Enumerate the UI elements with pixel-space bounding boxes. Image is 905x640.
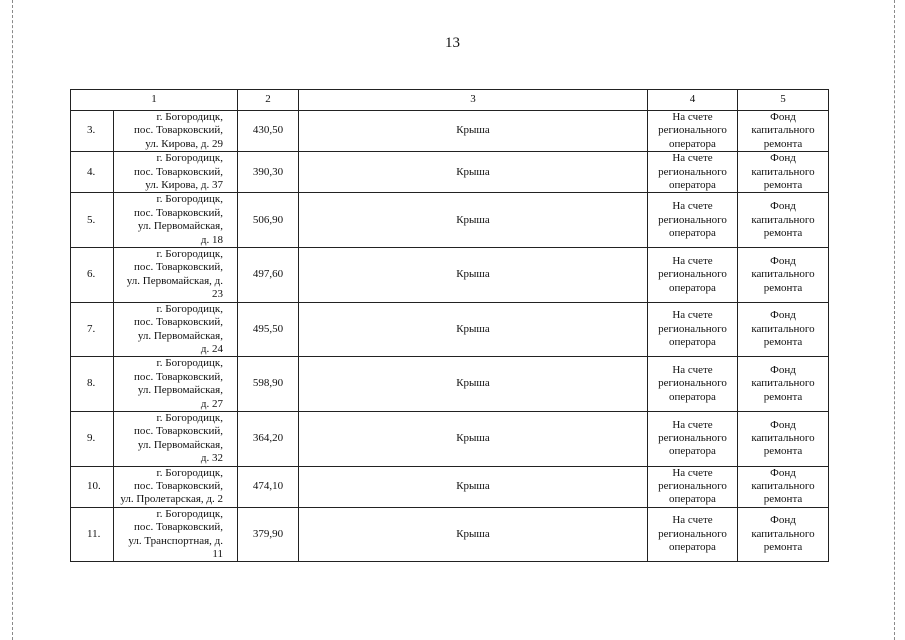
row-account: На счете регионального оператора: [648, 248, 738, 303]
row-area: 430,50: [238, 111, 299, 152]
row-work-type: Крыша: [299, 193, 648, 248]
row-index: 7.: [71, 302, 114, 357]
table-row: [71, 411, 829, 466]
row-fund: Фонд капитального ремонта: [738, 357, 829, 412]
row-address: г. Богородицк, пос. Товарковский, ул. Транспортная, д. 11: [114, 507, 238, 562]
table-header-row: [71, 90, 829, 111]
row-address: г. Богородицк, пос. Товарковский, ул. Первомайская, д. 24: [114, 302, 238, 357]
column-header-5: 5: [738, 90, 829, 111]
row-area: 474,10: [238, 466, 299, 507]
row-work-type: Крыша: [299, 466, 648, 507]
table-row: [71, 152, 829, 193]
column-header-4: 4: [648, 90, 738, 111]
row-account: На счете регионального оператора: [648, 111, 738, 152]
row-fund: Фонд капитального ремонта: [738, 411, 829, 466]
row-area: 495,50: [238, 302, 299, 357]
row-index: 6.: [71, 248, 114, 303]
row-area: 497,60: [238, 248, 299, 303]
row-index: 10.: [71, 466, 114, 507]
row-fund: Фонд капитального ремонта: [738, 152, 829, 193]
row-area: 379,90: [238, 507, 299, 562]
row-address: г. Богородицк, пос. Товарковский, ул. Кирова, д. 29: [114, 111, 238, 152]
row-area: 506,90: [238, 193, 299, 248]
row-address: г. Богородицк, пос. Товарковский, ул. Первомайская, д. 32: [114, 411, 238, 466]
row-index: 3.: [71, 111, 114, 152]
row-index: 9.: [71, 411, 114, 466]
row-account: На счете регионального оператора: [648, 466, 738, 507]
row-fund: Фонд капитального ремонта: [738, 507, 829, 562]
row-account: На счете регионального оператора: [648, 302, 738, 357]
row-work-type: Крыша: [299, 302, 648, 357]
row-area: 364,20: [238, 411, 299, 466]
row-work-type: Крыша: [299, 152, 648, 193]
row-work-type: Крыша: [299, 411, 648, 466]
row-index: 4.: [71, 152, 114, 193]
table-row: [71, 507, 829, 562]
row-fund: Фонд капитального ремонта: [738, 248, 829, 303]
row-index: 5.: [71, 193, 114, 248]
row-account: На счете регионального оператора: [648, 152, 738, 193]
row-work-type: Крыша: [299, 111, 648, 152]
row-index: 8.: [71, 357, 114, 412]
row-account: На счете регионального оператора: [648, 411, 738, 466]
scan-edge-right: [894, 0, 895, 640]
row-work-type: Крыша: [299, 357, 648, 412]
table-row: [71, 466, 829, 507]
column-header-2: 2: [238, 90, 299, 111]
row-fund: Фонд капитального ремонта: [738, 111, 829, 152]
row-account: На счете регионального оператора: [648, 507, 738, 562]
table-row: [71, 111, 829, 152]
row-address: г. Богородицк, пос. Товарковский, ул. Кирова, д. 37: [114, 152, 238, 193]
table-row: [71, 302, 829, 357]
row-address: г. Богородицк, пос. Товарковский, ул. Первомайская, д. 23: [114, 248, 238, 303]
row-work-type: Крыша: [299, 507, 648, 562]
row-fund: Фонд капитального ремонта: [738, 466, 829, 507]
row-account: На счете регионального оператора: [648, 357, 738, 412]
row-account: На счете регионального оператора: [648, 193, 738, 248]
row-address: г. Богородицк, пос. Товарковский, ул. Пролетарская, д. 2: [114, 466, 238, 507]
row-address: г. Богородицк, пос. Товарковский, ул. Первомайская, д. 27: [114, 357, 238, 412]
row-work-type: Крыша: [299, 248, 648, 303]
repair-table: [70, 89, 829, 562]
table-row: [71, 248, 829, 303]
scan-edge-left: [12, 0, 13, 640]
row-area: 390,30: [238, 152, 299, 193]
column-header-1: 1: [71, 90, 238, 111]
row-fund: Фонд капитального ремонта: [738, 302, 829, 357]
row-area: 598,90: [238, 357, 299, 412]
row-address: г. Богородицк, пос. Товарковский, ул. Первомайская, д. 18: [114, 193, 238, 248]
page-number: 13: [445, 35, 460, 51]
table-row: [71, 357, 829, 412]
table-row: [71, 193, 829, 248]
column-header-3: 3: [299, 90, 648, 111]
row-fund: Фонд капитального ремонта: [738, 193, 829, 248]
row-index: 11.: [71, 507, 114, 562]
